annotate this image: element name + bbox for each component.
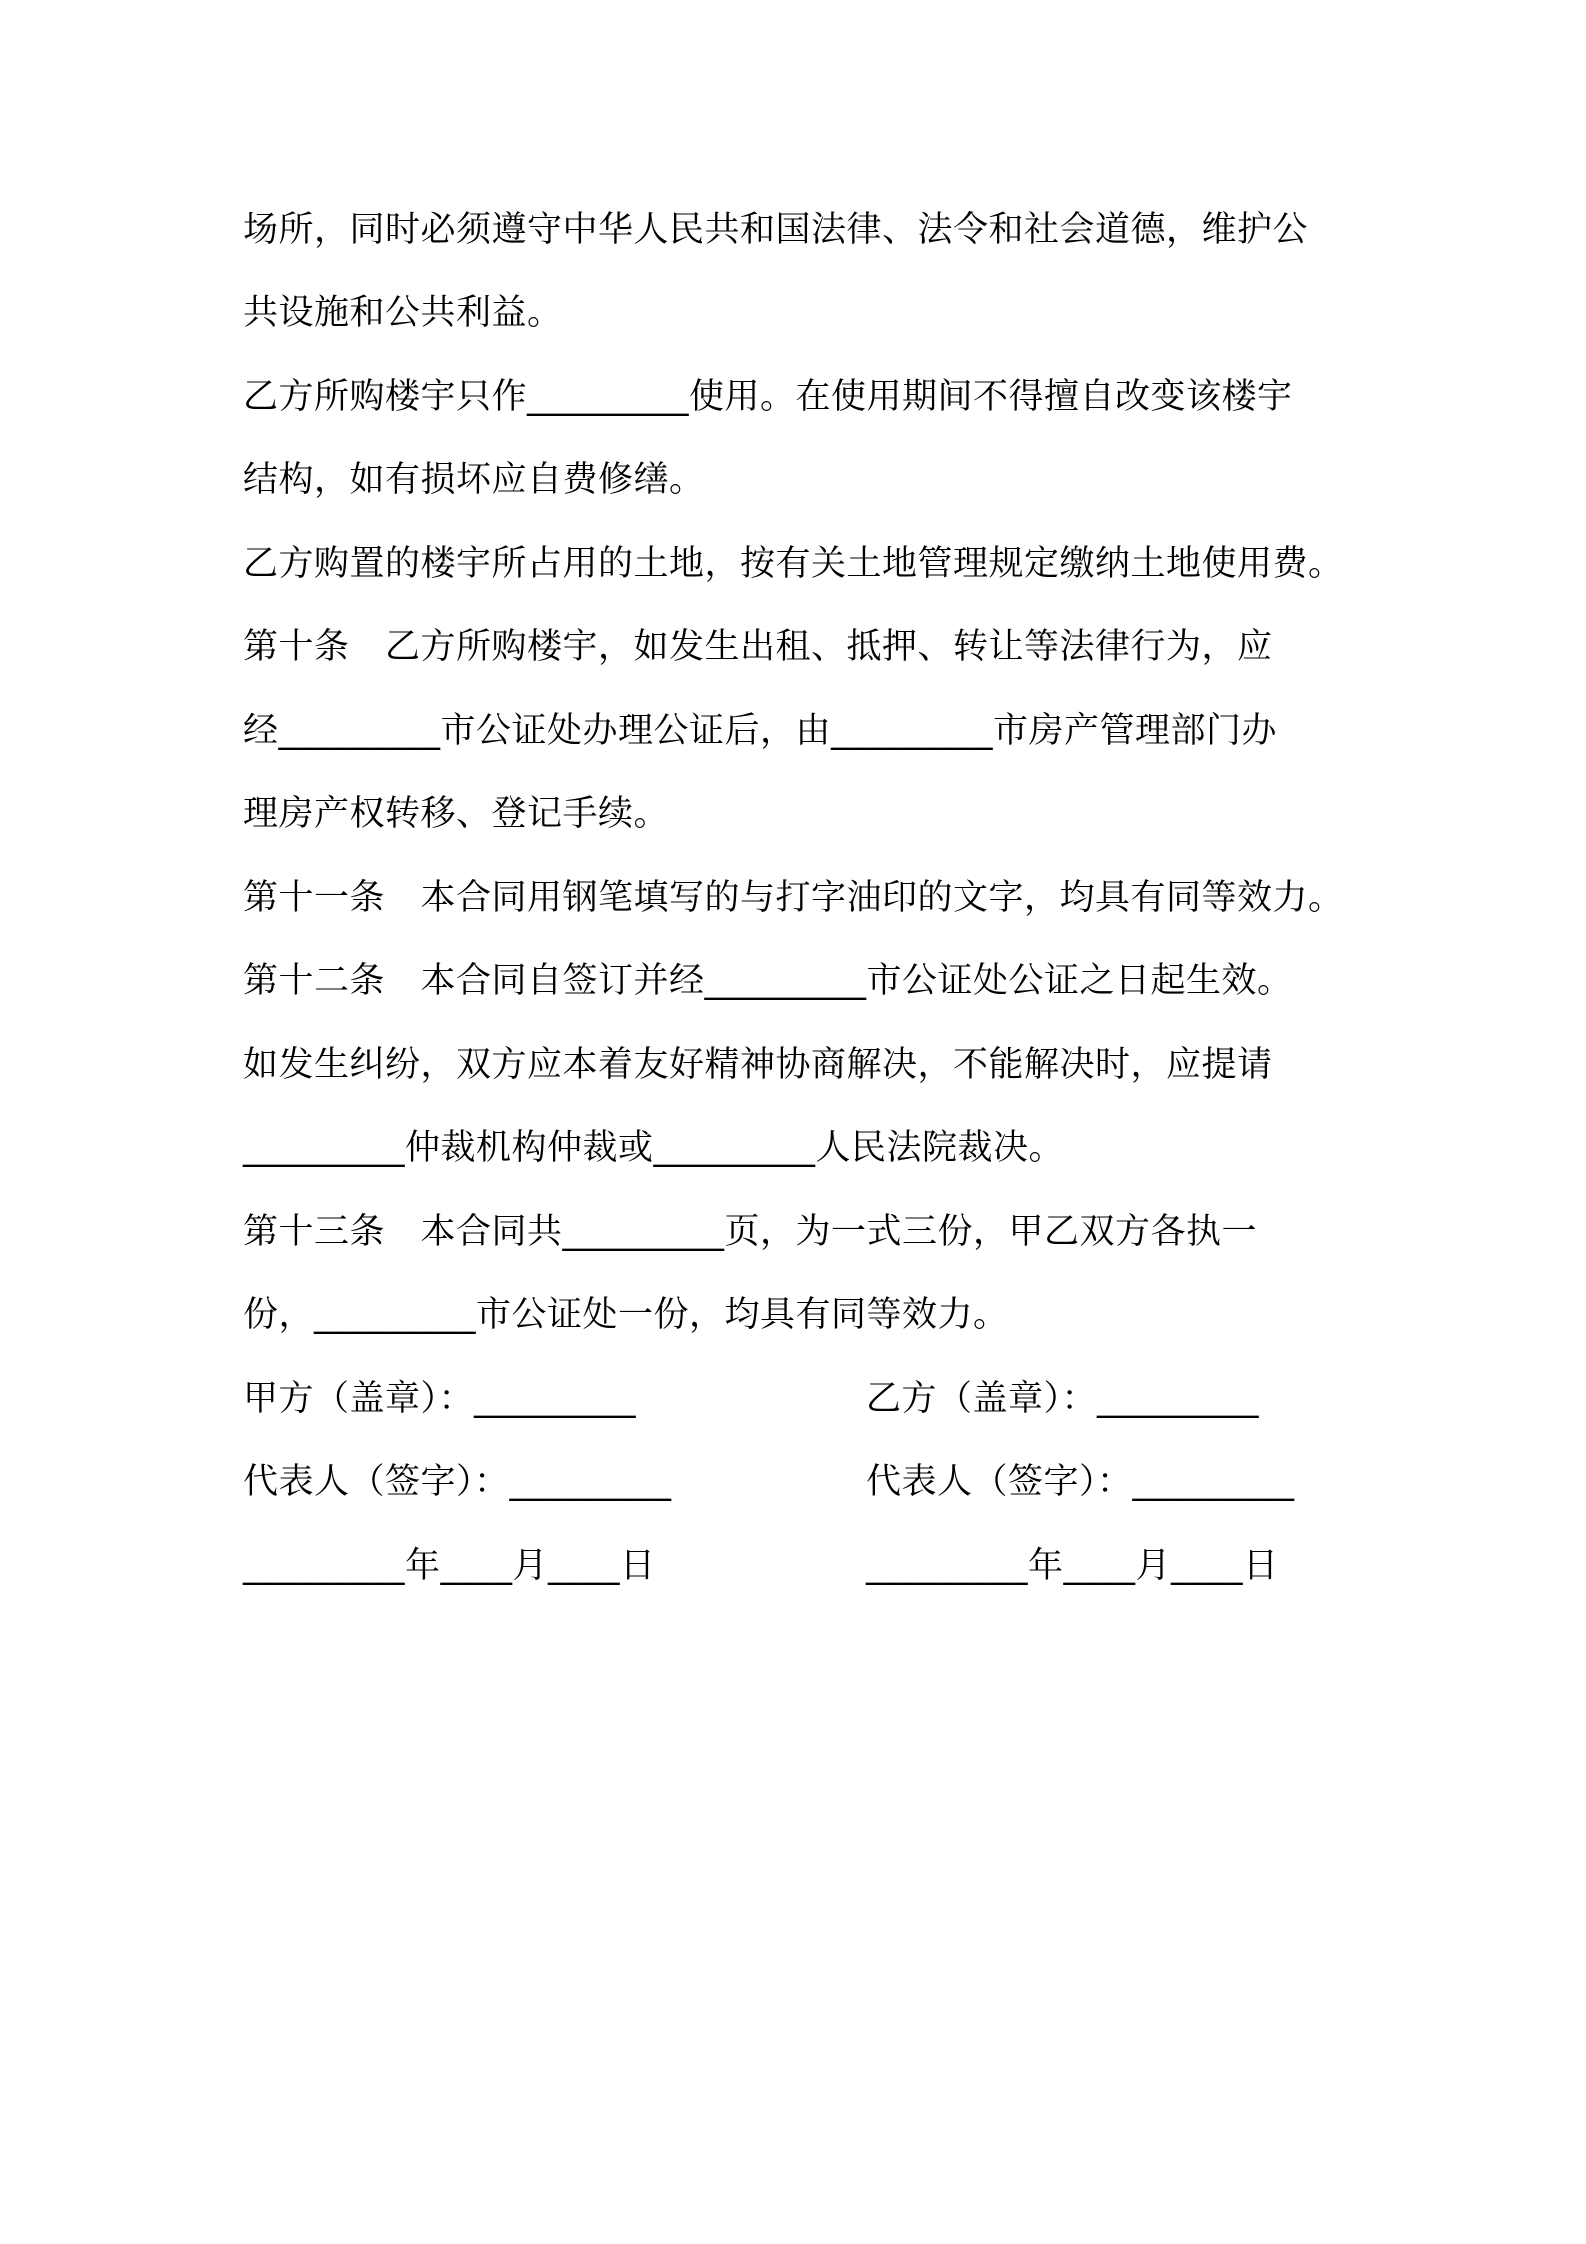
text-line: 经_________市公证处办理公证后，由_________市房产管理部门办: [243, 711, 1278, 751]
party-a-representative: 代表人（签字）：_________: [243, 1462, 672, 1502]
text-line: 乙方所购楼宇只作_________使用。在使用期间不得擅自改变该楼宇: [243, 377, 1293, 417]
text-line: _________仲裁机构仲裁或_________人民法院裁决。: [243, 1128, 1065, 1168]
text-line: 份，_________市公证处一份，均具有同等效力。: [243, 1295, 1009, 1335]
party-b-representative: 代表人（签字）：_________: [866, 1462, 1295, 1502]
party-a-seal: 甲方（盖章）：_________: [243, 1379, 637, 1419]
text-line: 第十一条 本合同用钢笔填写的与打字油印的文字，均具有同等效力。: [243, 878, 1344, 918]
party-b-date: _________年____月____日: [866, 1546, 1279, 1586]
text-line: 第十二条 本合同自签订并经_________市公证处公证之日起生效。: [243, 961, 1293, 1001]
text-line: 结构，如有损坏应自费修缮。: [243, 460, 705, 500]
text-line: 乙方购置的楼宇所占用的土地，按有关土地管理规定缴纳土地使用费。: [243, 544, 1344, 584]
text-line: 共设施和公共利益。: [243, 293, 563, 333]
text-line: 第十三条 本合同共_________页，为一式三份，甲乙双方各执一: [243, 1212, 1258, 1252]
text-line: 理房产权转移、登记手续。: [243, 794, 670, 834]
text-line: 第十条 乙方所购楼宇，如发生出租、抵押、转让等法律行为，应: [243, 627, 1273, 667]
party-a-date: _________年____月____日: [243, 1546, 656, 1586]
text-line: 场所，同时必须遵守中华人民共和国法律、法令和社会道德，维护公: [243, 210, 1309, 250]
party-b-seal: 乙方（盖章）：_________: [866, 1379, 1260, 1419]
text-line: 如发生纠纷，双方应本着友好精神协商解决，不能解决时，应提请: [243, 1045, 1273, 1085]
